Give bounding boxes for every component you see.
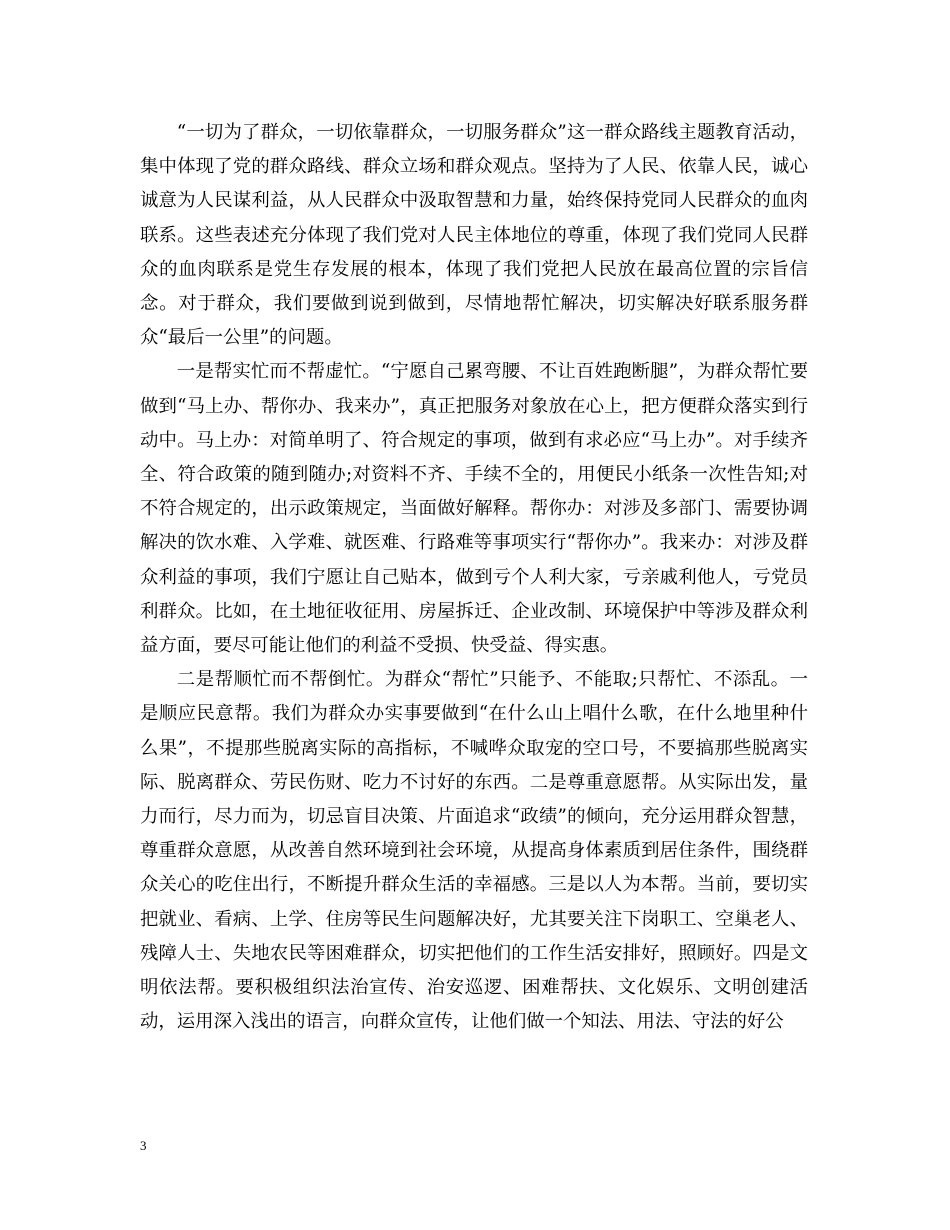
paragraph-intro: “一切为了群众，一切依靠群众，一切服务群众”这一群众路线主题教育活动，集中体现了党的群众路线、群众立场和群众观点。坚持为了人民、依靠人民，诚心诚意为人民谋利益，从人民群众中汲取智慧和力量，始终保持党同人民群众的血肉联系。这些表述充分体现了我们党对人民主体地位的尊重，体现了我们党同人民群众的血肉联系是党生存发展的根本，体现了我们党把人民放在最高位置的宗旨信念。对于群众，我们要做到说到做到，尽情地帮忙解决，切实解决好联系服务群众“最后一公里”的问题。 xyxy=(140,122,808,349)
page-number: 3 xyxy=(140,1138,147,1153)
paragraph-point-one: 一是帮实忙而不帮虚忙。“宁愿自己累弯腰、不让百姓跑断腿”，为群众帮忙要做到“马上办、帮你办、我来办”，真正把服务对象放在心上，把方便群众落实到行动中。马上办：对简单明了、符合规定的事项，做到有求必应“马上办”。对手续齐全、符合政策的随到随办;对资料不齐、手续不全的，用便民小纸条一次性告知;对不符合规定的，出示政策规定，当面做好解释。帮你办：对涉及多部门、需要协调解决的饮水难、入学难、就医难、行路难等事项实行“帮你办”。我来办：对涉及群众利益的事项，我们宁愿让自己贴本，做到亏个人利大家，亏亲戚利他人，亏党员利群众。比如，在土地征收征用、房屋拆迁、企业改制、环境保护中等涉及群众利益方面，要尽可能让他们的利益不受损、快受益、得实惠。 xyxy=(140,361,808,657)
body-text xyxy=(140,116,808,1039)
paragraph-point-two: 二是帮顺忙而不帮倒忙。为群众“帮忙”只能予、不能取;只帮忙、不添乱。一是顺应民意帮。我们为群众办实事要做到“在什么山上唱什么歌，在什么地里种什么果”，不提那些脱离实际的高指标，不喊哗众取宠的空口号，不要搞那些脱离实际、脱离群众、劳民伤财、吃力不讨好的东西。二是尊重意愿帮。从实际出发，量力而行，尽力而为，切忌盲目决策、片面追求“政绩”的倾向，充分运用群众智慧，尊重群众意愿，从改善自然环境到社会环境，从提高身体素质到居住条件，围绕群众关心的吃住出行，不断提升群众生活的幸福感。三是以人为本帮。当前，要切实把就业、看病、上学、住房等民生问题解决好，尤其要关注下岗职工、空巢老人、残障人士、失地农民等困难群众，切实把他们的工作生活安排好，照顾好。四是文明依法帮。要积极组织法治宣传、治安巡逻、困难帮扶、文化娱乐、文明创建活动，运用深入浅出的语言，向群众宣传，让他们做一个知法、用法、守法的好公 xyxy=(140,669,808,1033)
